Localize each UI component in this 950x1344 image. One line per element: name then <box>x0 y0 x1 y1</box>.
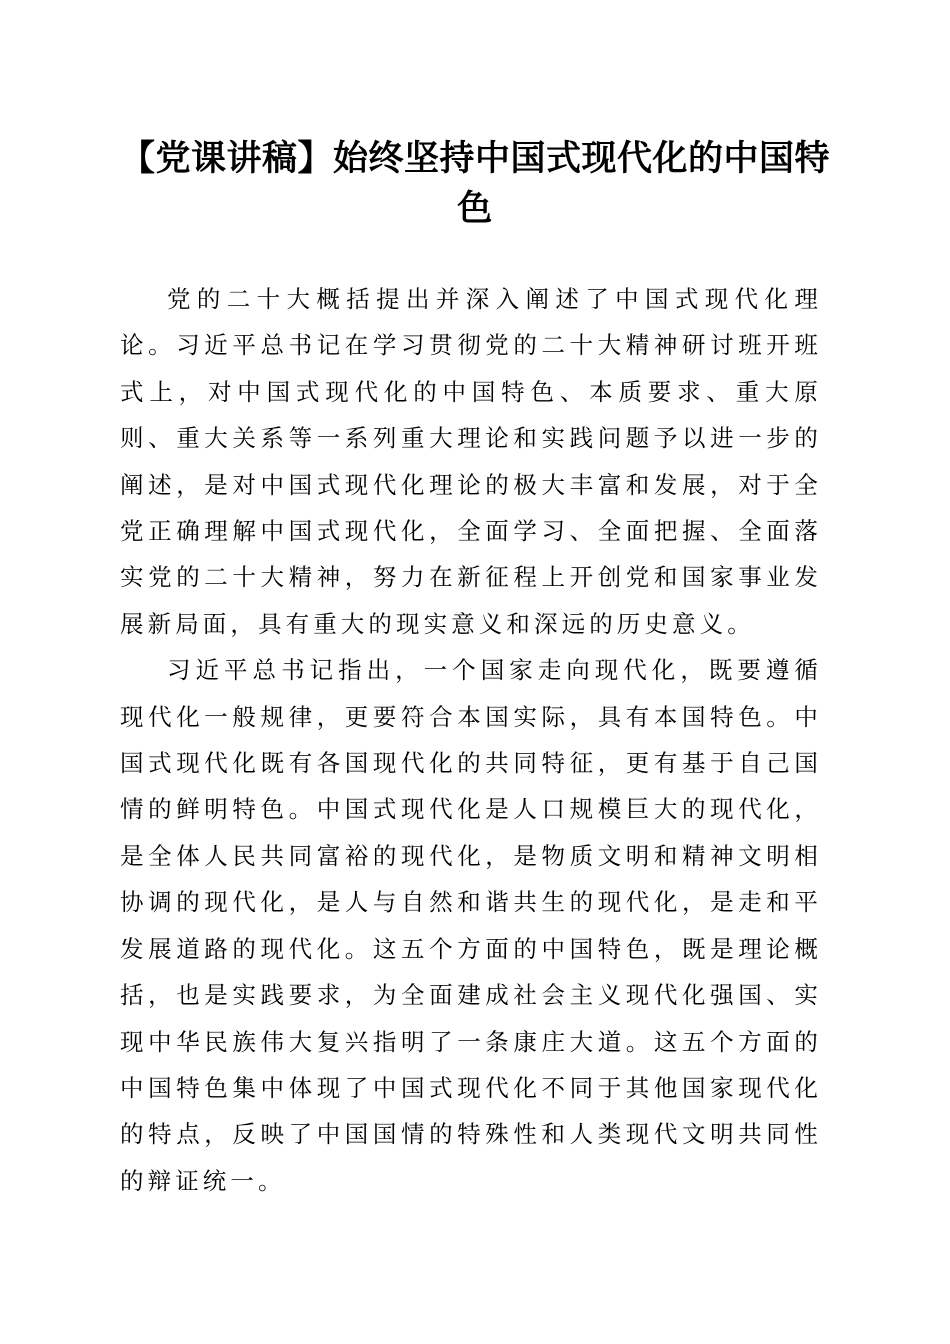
body-paragraph: 党的二十大概括提出并深入阐述了中国式现代化理论。习近平总书记在学习贯彻党的二十大精神研讨班开班式上，对中国式现代化的中国特色、本质要求、重大原则、重大关系等一系列重大理论和实践问题予以进一步的阐述，是对中国式现代化理论的极大丰富和发展，对于全党正确理解中国式现代化，全面学习、全面把握、全面落实党的二十大精神，努力在新征程上开创党和国家事业发展新局面，具有重大的现实意义和深远的历史意义。 <box>120 285 822 638</box>
document-title: 【党课讲稿】始终坚持中国式现代化的中国特色 <box>119 138 830 229</box>
body-paragraph: 习近平总书记指出，一个国家走向现代化，既要遵循现代化一般规律，更要符合本国实际，具有本国特色。中国式现代化既有各国现代化的共同特征，更有基于自己国情的鲜明特色。中国式现代化是人口规模巨大的现代化，是全体人民共同富裕的现代化，是物质文明和精神文明相协调的现代化，是人与自然和谐共生的现代化，是走和平发展道路的现代化。这五个方面的中国特色，既是理论概括，也是实践要求，为全面建成社会主义现代化强国、实现中华民族伟大复兴指明了一条康庄大道。这五个方面的中国特色集中体现了中国式现代化不同于其他国家现代化的特点，反映了中国国情的特殊性和人类现代文明共同性的辩证统一。 <box>120 656 822 1195</box>
document-body <box>120 276 822 1204</box>
